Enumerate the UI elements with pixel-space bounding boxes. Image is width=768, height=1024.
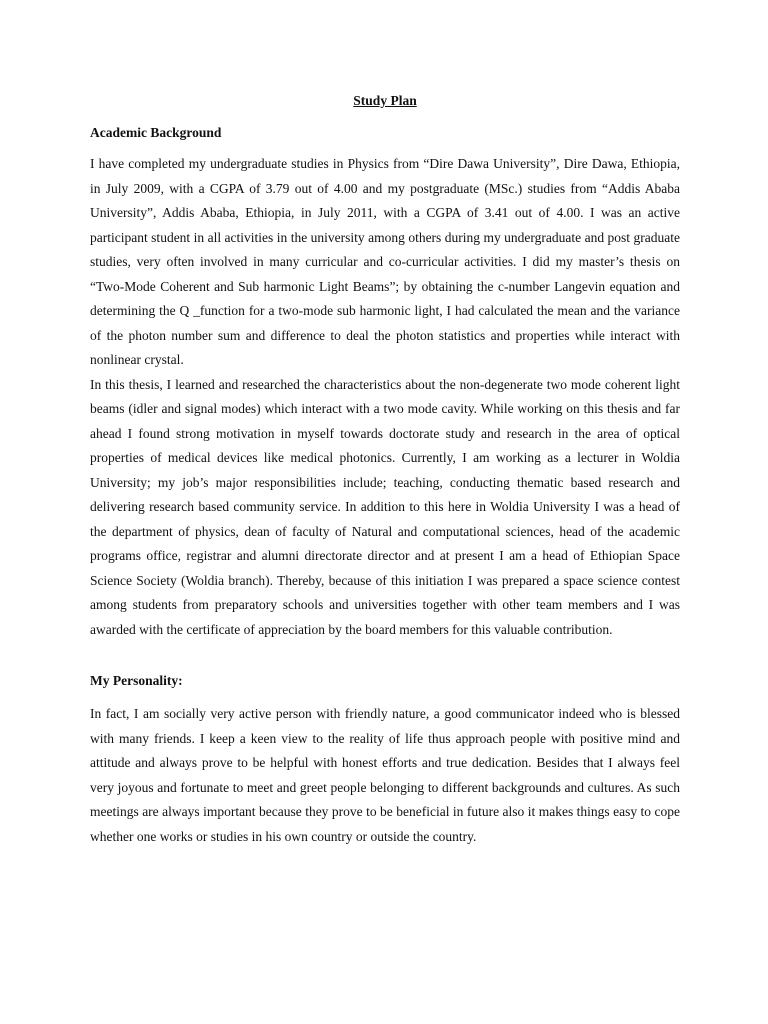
paragraph-personality-1: In fact, I am socially very active person with friendly nature, a good communicator indeed who is blessed with many friends. I keep a keen view to the reality of life thus approach people with positive mind and attitude and always prove to be helpful with honest efforts and true dedication. Besides that I always feel very joyous and fortunate to meet and greet people belonging to different backgrounds and cultures. As such meetings are always important because they prove to be beneficial in future also it makes things easy to cope whether one works or studies in his own country or outside the country. (90, 706, 680, 844)
document-title: Study Plan (353, 93, 417, 108)
paragraph-academic-2: In this thesis, I learned and researched the characteristics about the non-degenerate two mode coherent light beams (idler and signal modes) which interact with a two mode cavity. While working on this thesis and far ahead I found strong motivation in myself towards doctorate study and research in the area of optical properties of medical devices like medical photonics. Currently, I am working as a lecturer in Woldia University; my job’s major responsibilities include; teaching, conducting thematic based research and delivering research based community service. In addition to this here in Woldia University I was a head of the department of physics, dean of faculty of Natural and computational sciences, head of the academic programs office, registrar and alumni directorate director and at present I am a head of Ethiopian Space Science Society (Woldia branch). Thereby, because of this initiation I was prepared a space science contest among students from preparatory schools and universities together with other team members and I was awarded with the certificate of appreciation by the board members for this valuable contribution. (90, 376, 680, 637)
section-heading-academic-background: Academic Background (90, 125, 222, 140)
paragraph-academic-1: I have completed my undergraduate studies in Physics from “Dire Dawa University”, Dire Dawa, Ethiopia, in July 2009, with a CGPA of 3.79 out of 4.00 and my postgraduate (MSc.) studies from “Addis Ababa University”, Addis Ababa, Ethiopia, in July 2011, with a CGPA of 3.41 out of 4.00. I was an active participant student in all activities in the university among others during my undergraduate and post graduate studies, very often involved in many curricular and co-curricular activities. I did my master’s thesis on “Two-Mode Coherent and Sub harmonic Light Beams”; by obtaining the c-number Langevin equation and determining the Q _function for a two-mode sub harmonic light, I had calculated the mean and the variance of the photon number sum and difference to deal the photon statistics and properties while interact with nonlinear crystal. (90, 156, 680, 367)
document-body (90, 92, 680, 849)
section-heading-personality: My Personality: (90, 673, 183, 688)
